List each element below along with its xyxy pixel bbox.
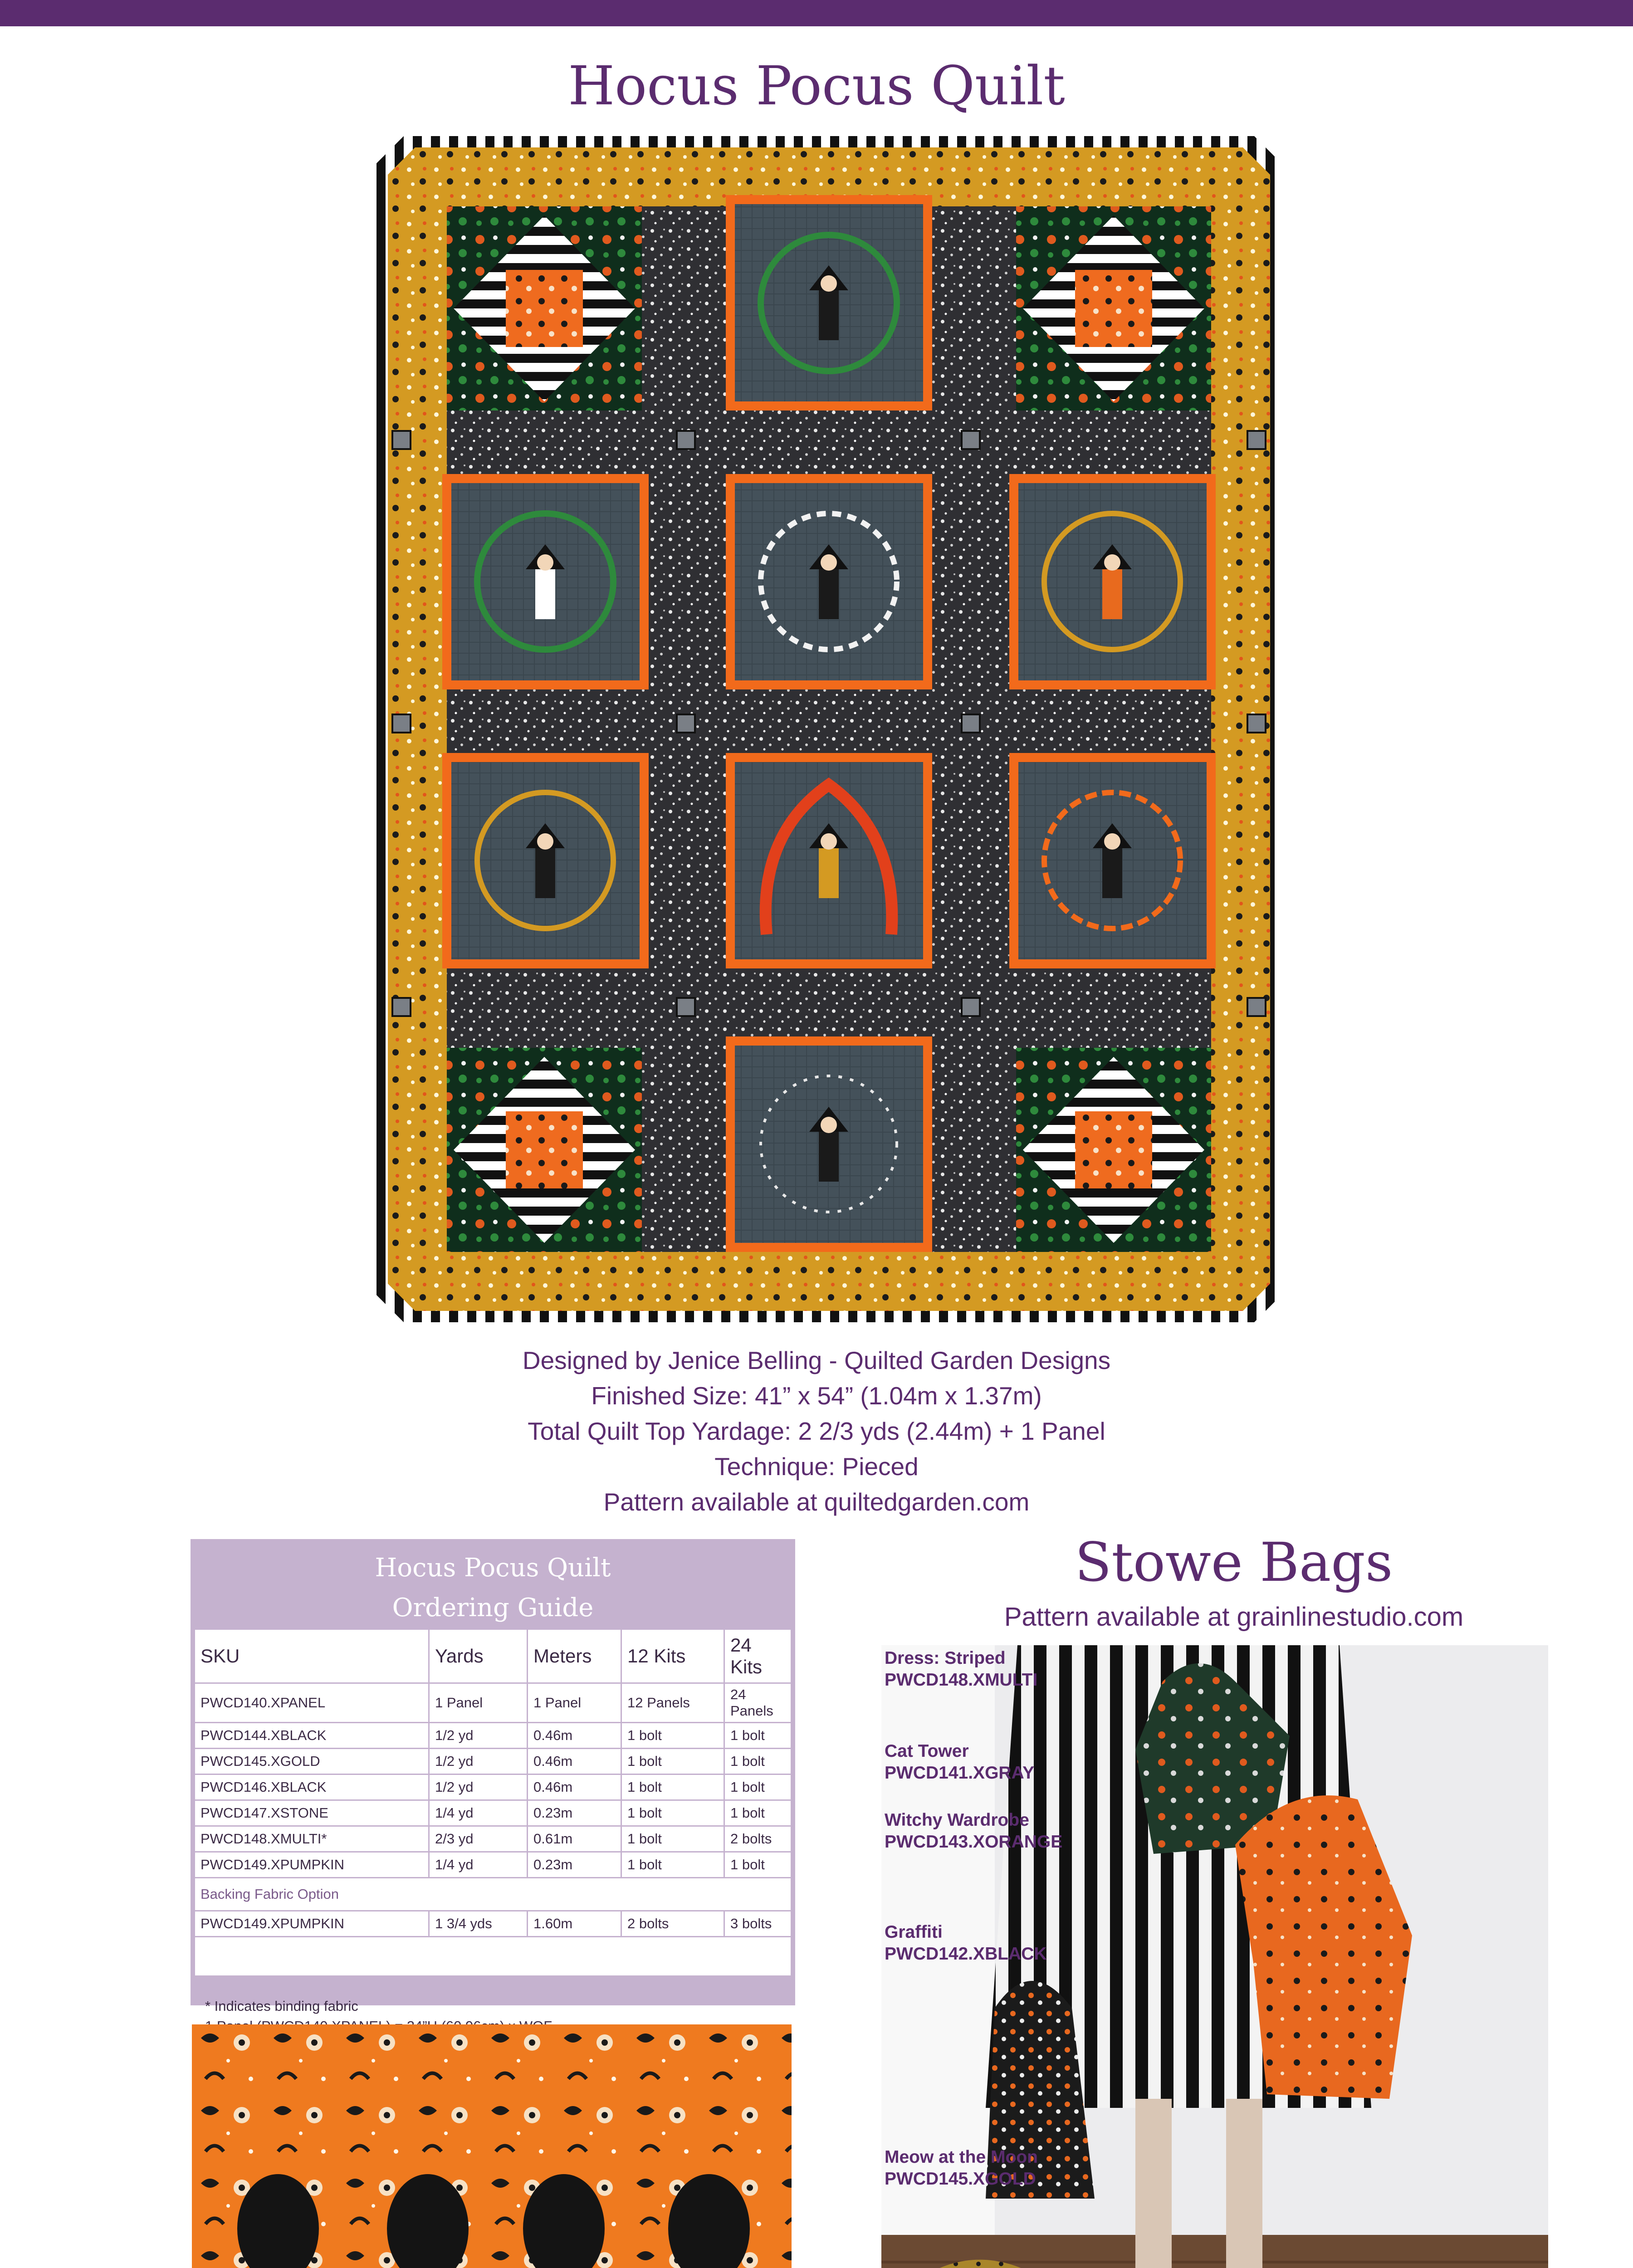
stowe-title: Stowe Bags: [1075, 1531, 1393, 1593]
table-cell: 0.61m: [528, 1826, 621, 1852]
table-cell: 1 bolt: [724, 1800, 791, 1826]
table-cell: PWCD149.XPUMPKIN: [195, 1911, 429, 1937]
table-cell: 2 bolts: [724, 1826, 791, 1852]
table-cell: 1/2 yd: [429, 1774, 528, 1800]
table-cell: 1/2 yd: [429, 1723, 528, 1749]
quilt-title: Hocus Pocus Quilt: [568, 54, 1065, 117]
ordering-table: [195, 1630, 791, 1937]
column-header: 12 Kits: [621, 1630, 724, 1683]
table-row: [195, 1723, 791, 1749]
callout-graffiti: [885, 1921, 1047, 1965]
pattern-source-line: Pattern available at quiltedgarden.com: [603, 1488, 1030, 1516]
ordering-guide: [191, 1539, 795, 2014]
finished-size-line: Finished Size: 41” x 54” (1.04m x 1.37m): [591, 1382, 1042, 1410]
callout-name: Cat Tower: [885, 1741, 969, 1761]
table-row: [195, 1852, 791, 1878]
column-header: Yards: [429, 1630, 528, 1683]
note-line: * Indicates binding fabric: [205, 1998, 358, 2014]
table-cell: 1 bolt: [621, 1800, 724, 1826]
table-cell: 0.46m: [528, 1723, 621, 1749]
table-cell: 0.46m: [528, 1774, 621, 1800]
table-row: [195, 1826, 791, 1852]
table-cell: 1 bolt: [621, 1749, 724, 1774]
table-cell: 24 Panels: [724, 1683, 791, 1723]
stowe-subtitle: Pattern available at grainlinestudio.com: [1004, 1602, 1464, 1632]
table-cell: 1 bolt: [724, 1852, 791, 1878]
table-cell: 12 Panels: [621, 1683, 724, 1723]
column-header: Meters: [528, 1630, 621, 1683]
column-header: 24 Kits: [724, 1630, 791, 1683]
table-cell: 0.23m: [528, 1800, 621, 1826]
table-cell: PWCD140.XPANEL: [195, 1683, 429, 1723]
callout-sku: PWCD141.XGRAY: [885, 1763, 1035, 1783]
table-cell: 1 3/4 yds: [429, 1911, 528, 1937]
callout-name: Graffiti: [885, 1922, 943, 1942]
table-cell: 2 bolts: [621, 1911, 724, 1937]
table-cell: 1/2 yd: [429, 1749, 528, 1774]
table-cell: 1 bolt: [621, 1826, 724, 1852]
table-cell: 3 bolts: [724, 1911, 791, 1937]
backing-section-label: Backing Fabric Option: [195, 1878, 791, 1911]
quilt-info: [0, 1343, 1633, 1520]
callout-sku: PWCD148.XMULTI: [885, 1670, 1038, 1690]
callout-sku: PWCD145.XGOLD: [885, 2169, 1036, 2189]
technique-line: Technique: Pieced: [714, 1452, 919, 1481]
designer-line: Designed by Jenice Belling - Quilted Garden Designs: [522, 1346, 1111, 1374]
ordering-table-box: [195, 1630, 791, 2014]
callout-name: Meow at the Moon: [885, 2147, 1038, 2167]
callout-name: Witchy Wardrobe: [885, 1810, 1029, 1830]
table-cell: PWCD147.XSTONE: [195, 1800, 429, 1826]
ordering-guide-title: [191, 1548, 795, 1628]
table-cell: 1 bolt: [621, 1723, 724, 1749]
callout-meow-at-the-moon: [885, 2146, 1038, 2190]
table-cell: 1 bolt: [724, 1774, 791, 1800]
table-cell: 1/4 yd: [429, 1852, 528, 1878]
table-cell: 1/4 yd: [429, 1800, 528, 1826]
table-cell: 0.46m: [528, 1749, 621, 1774]
table-cell: 1 bolt: [724, 1749, 791, 1774]
yardage-line: Total Quilt Top Yardage: 2 2/3 yds (2.44m) + 1 Panel: [528, 1417, 1105, 1445]
callout-sku: PWCD142.XBLACK: [885, 1944, 1047, 1964]
callout-sku: PWCD143.XORANGE: [885, 1832, 1063, 1852]
top-accent-bar: [0, 0, 1633, 26]
callout-cat-tower: [885, 1740, 1034, 1784]
callout-name: Dress: Striped: [885, 1648, 1006, 1668]
table-row: [195, 1749, 791, 1774]
table-row: [195, 1911, 791, 1937]
table-cell: 1 Panel: [429, 1683, 528, 1723]
table-cell: 1 bolt: [621, 1852, 724, 1878]
table-cell: PWCD149.XPUMPKIN: [195, 1852, 429, 1878]
table-cell: PWCD148.XMULTI*: [195, 1826, 429, 1852]
column-header: SKU: [195, 1630, 429, 1683]
table-cell: 1 bolt: [724, 1723, 791, 1749]
table-cell: 1 bolt: [621, 1774, 724, 1800]
table-cell: PWCD145.XGOLD: [195, 1749, 429, 1774]
table-section-row: [195, 1878, 791, 1911]
table-cell: PWCD144.XBLACK: [195, 1723, 429, 1749]
callout-dress: [885, 1647, 1037, 1691]
quilt-image: [376, 136, 1281, 1322]
callout-witchy-wardrobe: [885, 1809, 1062, 1853]
table-cell: 1.60m: [528, 1911, 621, 1937]
table-cell: 1 Panel: [528, 1683, 621, 1723]
ordering-guide-title-line2: Ordering Guide: [392, 1593, 594, 1623]
table-row: [195, 1774, 791, 1800]
table-cell: 2/3 yd: [429, 1826, 528, 1852]
table-cell: 0.23m: [528, 1852, 621, 1878]
table-cell: PWCD146.XBLACK: [195, 1774, 429, 1800]
ordering-guide-title-line1: Hocus Pocus Quilt: [375, 1553, 611, 1583]
table-header-row: [195, 1630, 791, 1683]
table-row: [195, 1683, 791, 1723]
backing-fabric-swatch: [192, 2024, 792, 2268]
table-row: [195, 1800, 791, 1826]
